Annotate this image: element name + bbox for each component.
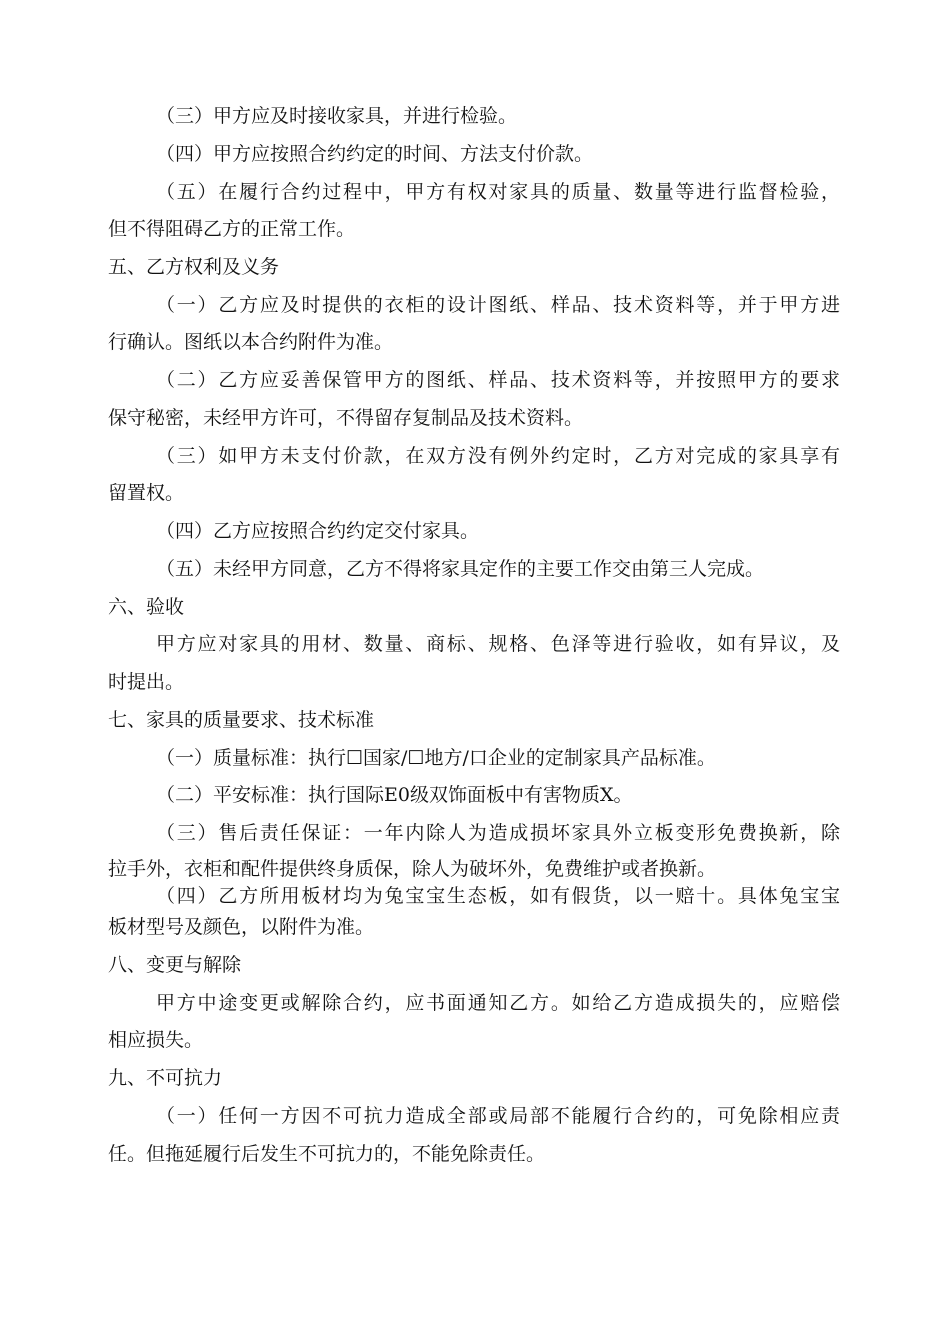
section-heading: 五、乙方权利及义务	[108, 256, 280, 278]
paragraph-line: （二）乙方应妥善保管甲方的图纸、样品、技术资料等，并按照甲方的要求	[156, 369, 840, 391]
paragraph-line: 板材型号及颜色，以附件为准。	[108, 916, 375, 938]
section-heading: 八、变更与解除	[108, 954, 242, 976]
paragraph-line: 甲方中途变更或解除合约，应书面通知乙方。如给乙方造成损失的，应赔偿	[156, 992, 840, 1014]
paragraph-line: （一）质量标准：执行☐国家/☐地方/口企业的定制家具产品标准。	[156, 747, 716, 769]
paragraph-line: 甲方应对家具的用材、数量、商标、规格、色泽等进行验收，如有异议，及	[156, 633, 840, 655]
paragraph-line: 拉手外，衣柜和配件提供终身质保，除人为破坏外，免费维护或者换新。	[108, 858, 717, 880]
section-heading: 七、家具的质量要求、技术标准	[108, 709, 375, 731]
paragraph-line: （三）售后责任保证：一年内除人为造成损坏家具外立板变形免费换新，除	[156, 822, 840, 844]
paragraph-line: （三）如甲方未支付价款，在双方没有例外约定时，乙方对完成的家具享有	[156, 445, 840, 467]
paragraph-line: 相应损失。	[108, 1029, 204, 1051]
paragraph-line: 留置权。	[108, 482, 185, 504]
paragraph-line: （五）在履行合约过程中，甲方有权对家具的质量、数量等进行监督检验，	[156, 181, 840, 203]
paragraph-line: （一）乙方应及时提供的衣柜的设计图纸、样品、技术资料等，并于甲方进	[156, 294, 840, 316]
paragraph-line: （四）乙方所用板材均为兔宝宝生态板，如有假货，以一赔十。具体兔宝宝	[156, 885, 840, 907]
paragraph-line: 任。但拖延履行后发生不可抗力的，不能免除责任。	[108, 1143, 546, 1165]
paragraph-line: （三）甲方应及时接收家具，并进行检验。	[156, 105, 518, 127]
paragraph-line: （二）平安标准：执行国际E0级双饰面板中有害物质X。	[156, 784, 633, 806]
section-heading: 六、验收	[108, 596, 185, 618]
paragraph-line: （一）任何一方因不可抗力造成全部或局部不能履行合约的，可免除相应责	[156, 1105, 840, 1127]
paragraph-line: （五）未经甲方同意，乙方不得将家具定作的主要工作交由第三人完成。	[156, 558, 765, 580]
paragraph-line: （四）甲方应按照合约约定的时间、方法支付价款。	[156, 143, 594, 165]
paragraph-line: 时提出。	[108, 671, 185, 693]
paragraph-line: 保守秘密，未经甲方许可，不得留存复制品及技术资料。	[108, 407, 584, 429]
paragraph-line: （四）乙方应按照合约约定交付家具。	[156, 520, 480, 542]
paragraph-line: 行确认。图纸以本合约附件为准。	[108, 331, 394, 353]
section-heading: 九、不可抗力	[108, 1067, 223, 1089]
paragraph-line: 但不得阻碍乙方的正常工作。	[108, 218, 356, 240]
